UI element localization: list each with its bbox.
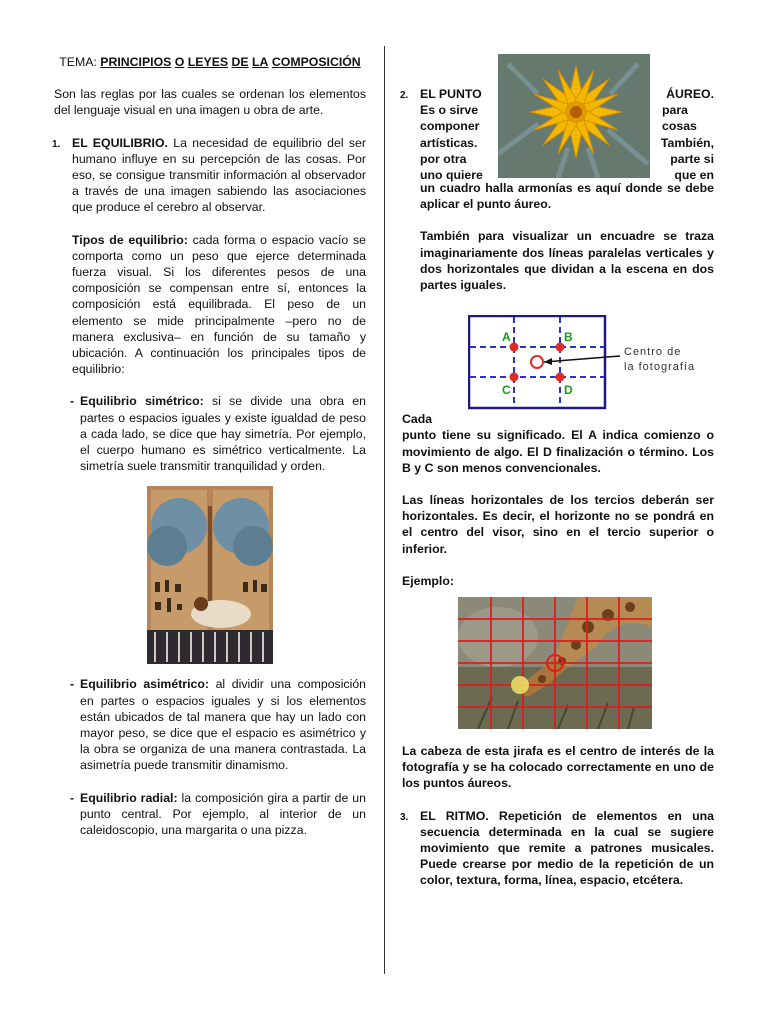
- equilibrio-simetrico: - Equilibrio simétrico: si se divide una obra en partes o espacios iguales y existe igualdad de peso a cada lado, se dice que hay simetría. Por ejemplo, el cuerpo humano es simétrico verticalmente. La simetría suele transmitir tranquilidad y orden.: [70, 394, 366, 474]
- left-column: [54, 50, 366, 838]
- equilibrio-radial: - Equilibrio radial: la composición gira a partir de un punto central. Por ejemplo, al interior de un caleidoscopio, una margarita o una pizza.: [70, 790, 366, 838]
- right-column: [402, 50, 714, 889]
- section-number: 2.: [400, 90, 409, 101]
- tipos-paragraph: Tipos de equilibrio: cada forma o espacio vacío se comporta como un peso que ejerce determinada fuerza visual. Si los diferentes pesos de una composición se compensan entre sí, entonces la composición está equilibrada. El peso de un elemento se mide principalmente –pero no de manera exclusiva– en función de su tamaño y ubicación. A continuación los principales tipos de equilibrio:: [72, 232, 366, 377]
- lineas-paragraph: Las líneas horizontales de los tercios deberán ser horizontales. Es decir, el horizonte no se pondrá en el centro del visor, sino en el tercio superior o inferior.: [402, 493, 714, 556]
- diagram-label-c: C: [502, 383, 511, 398]
- punto-aureo-continuation: un cuadro halla armonías es aquí donde se debe aplicar el punto áureo.: [420, 181, 714, 212]
- giraffe-photo: [458, 597, 652, 729]
- section-number: 3.: [400, 811, 409, 823]
- diagram-label-a: A: [502, 330, 511, 345]
- section-punto-aureo: 2. EL PUNTO ÁUREO. Es o sirve para componer cosas artísticas. También, por otra parte si uno quiere que en: [402, 50, 714, 150]
- section-number: 1.: [52, 138, 61, 150]
- diagram-caption-line2: la fotografía: [624, 361, 696, 374]
- column-divider: [384, 46, 385, 974]
- section-equilibrio: 1. EL EQUILIBRIO. La necesidad de equilibrio del ser humano influye en su percepción de las cosas. Por eso, se consigue transmitir información al observador a través de una imagen sabiendo las asociaciones que produce el cerebro al observar.: [52, 135, 366, 215]
- egyptian-painting-image: [147, 486, 273, 664]
- punto-significado-paragraph: punto tiene su significado. El A indica comienzo o movimiento de algo. El D finalización o término. Los B y C son menos convencionales.: [402, 428, 714, 475]
- jirafa-paragraph: La cabeza de esta jirafa es el centro de interés de la fotografía y se ha colocado correctamente en uno de los puntos áureos.: [402, 744, 714, 791]
- rule-of-thirds-diagram: [468, 315, 718, 411]
- tambien-paragraph: También para visualizar un encuadre se traza imaginariamente dos líneas paralelas verticales y dos horizontales que dividan a la escena en dos partes iguales.: [420, 229, 714, 293]
- diagram-caption-line1: Centro de: [624, 346, 682, 359]
- diagram-label-b: B: [564, 330, 573, 345]
- page-title: TEMA: PRINCIPIOS O LEYES DE LA COMPOSICIÓN: [59, 55, 361, 69]
- ejemplo-label: Ejemplo:: [402, 573, 454, 588]
- diagram-label-d: D: [564, 383, 573, 398]
- section-ritmo: 3. EL RITMO. Repetición de elementos en una secuencia determinada en la cual se sugiere movimiento que remite a patrones musicales. Puede crearse por medio de la repetición de un color, textura, forma, línea, espacio, etcétera.: [400, 808, 714, 888]
- equilibrio-asimetrico: - Equilibrio asimétrico: al dividir una composición en partes o espacios iguales y si los elementos están ubicados de tal manera que hay un lado con mayor peso, se dice que el espacio es asimétrico y la obra se organiza de una manera contrastada. La asimetría puede transmitir dinamismo.: [70, 677, 366, 773]
- section-heading: EL EQUILIBRIO.: [72, 135, 168, 150]
- section-heading: EL RITMO.: [420, 808, 489, 823]
- intro-paragraph: Son las reglas por las cuales se ordenan los elementos del lenguaje visual en una imagen u obra de arte.: [54, 87, 366, 118]
- cada-label: Cada: [402, 412, 433, 427]
